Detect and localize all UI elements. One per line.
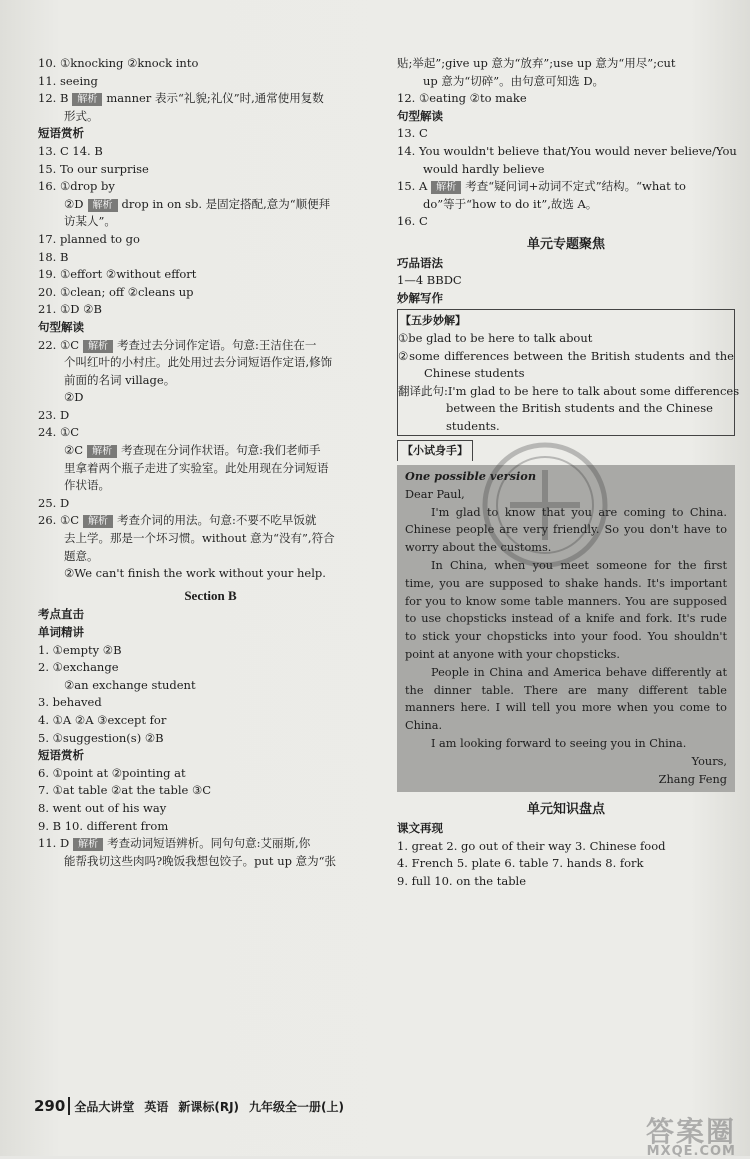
answer-prefix: 22. ①C [38,337,80,352]
site-watermark [616,1110,736,1159]
answer-line [38,642,383,660]
answer-line [38,730,383,748]
answer-text: 20. ①clean; off ②cleans up [38,284,194,299]
answer-line [38,800,383,818]
translate-text: I'm glad to be here to talk about some differences [447,383,740,398]
answer-line: up 意为“切碎”。由句意可知选 D。 [423,73,605,88]
answer-text: 14. You wouldn't believe that/You would never believe/You [397,143,737,158]
answer-line [38,90,383,108]
footer-brand: 全品大讲堂 [74,1100,135,1114]
essay-closing: Yours, [691,754,727,768]
analysis-tag: 解析 [88,199,118,212]
answer-line [38,694,383,712]
left-column [38,55,383,870]
seal-stamp-icon [470,430,620,580]
translate-text: students. [446,418,500,433]
answer-line [38,73,383,91]
answer-line [397,213,735,231]
essay-paragraph: I'm glad to know that you are coming to China. Chinese people are very friendly. So you don't have to worry about the customs. [405,505,727,555]
answer-text: 17. planned to go [38,231,140,246]
essay-signature: Zhang Feng [658,772,727,786]
answer-prefix: ②C [64,443,84,458]
answer-line [397,178,735,196]
answer-line [38,337,383,355]
essay-greeting: Dear Paul, [405,487,465,501]
answer-text: 16. ①drop by [38,179,115,194]
try-heading: 【小试身手】 [397,440,473,461]
answer-line: 去上学。那是一个坏习惯。without 意为“没有”,符合 [64,531,335,546]
analysis-tag: 解析 [83,340,113,353]
answer-line [38,143,383,161]
answer-text: ②D [64,390,84,405]
answer-line [38,765,383,783]
answer-line [38,835,383,853]
analysis-text: 考查“疑问词+动词不定式”结构。“what to [465,179,686,194]
step-line: Chinese students [424,366,525,381]
analysis-text: manner 表示“礼貌;礼仪”时,通常使用复数 [106,91,324,106]
answer-text: 7. ①at table ②at the table ③C [38,783,212,798]
right-answer-list [397,90,735,231]
answer-text: 16. C [397,214,428,229]
answer-text: 13. C [397,126,428,141]
answer-line [38,818,383,836]
answer-line [38,442,383,460]
watermark-sub: MXQE.COM [646,1144,736,1159]
analysis-tag: 解析 [431,181,461,194]
analysis-tag: 解析 [73,838,103,851]
answer-line: 能帮我切这些肉吗?晚饭我想包饺子。put up 意为“张 [64,853,337,868]
page-number: 290 [34,1097,70,1115]
answer-line: 里拿着两个瓶子走进了实验室。此处用现在分词短语 [64,460,329,475]
answer-line [397,90,735,108]
answer-line [38,301,383,319]
five-steps-heading: 【五步妙解】 [400,314,466,328]
grammar-heading: 巧品语法 [397,255,443,270]
footer-subject: 英语 [144,1100,169,1114]
answer-text: 23. D [38,407,70,422]
answer-line: do”等于“how to do it”,故选 A。 [423,196,598,211]
analysis-text: 考查动词短语辨析。同句句意:艾丽斯,你 [107,836,311,851]
writing-heading: 妙解写作 [397,290,443,305]
answer-text: 8. went out of his way [38,800,167,815]
answer-text: 19. ①effort ②without effort [38,267,197,282]
answer-line [397,125,735,143]
analysis-text: 考查现在分词作状语。句意:我们老师手 [121,443,321,458]
answer-line [38,495,383,513]
answer-text: 25. D [38,495,70,510]
answer-line: 形式。 [64,108,99,123]
answer-line: would hardly believe [423,161,545,176]
answer-line [38,178,383,196]
section-heading: 短语赏析 [38,126,84,141]
answer-line [38,424,383,442]
answer-line [38,712,383,730]
section-heading: 短语赏析 [38,748,84,763]
answer-line [38,161,383,179]
essay-paragraph: In China, when you meet someone for the first time, you are supposed to shake hands. It's important for you to know some table manners. You are supposed to use chopsticks instead of a knife and fork. It's rude to stick your chopsticks into your food. You shouldn't point at anyone with your chopsticks. [405,559,727,662]
answer-text: 13. C 14. B [38,143,103,158]
page-footer [34,1097,344,1115]
answer-text: 9. B 10. different from [38,818,169,833]
translate-text: between the British students and the Chinese [446,401,713,416]
analysis-tag: 解析 [83,515,113,528]
section-heading: 考点直击 [38,607,84,622]
grammar-answer: 1—4 BBDC [397,273,462,288]
answer-text: 11. seeing [38,73,98,88]
step-line: ②some differences between the British students and the [398,348,734,363]
analysis-tag: 解析 [87,445,117,458]
answer-line [38,389,383,407]
review-line: 9. full 10. on the table [397,873,527,888]
footer-grade: 九年级全一册(上) [249,1100,345,1114]
answer-prefix: 26. ①C [38,513,80,528]
answer-line [38,677,383,695]
answer-text: 4. ①A ②A ③except for [38,712,167,727]
section-heading: 句型解读 [38,319,84,334]
essay-paragraph: People in China and America behave differently at the dinner table. There are many different table manners here. I will tell you more when you come to China. [405,665,727,733]
answer-line [38,249,383,267]
answer-line: 访某人”。 [64,214,116,229]
answer-prefix: 11. D [38,836,70,851]
watermark-main: 答案圈 [645,1115,736,1148]
section-heading: 单词精讲 [38,625,84,639]
answer-text: 5. ①suggestion(s) ②B [38,730,164,745]
answer-line [38,231,383,249]
answer-line [38,266,383,284]
analysis-text: 考查过去分词作定语。句意:王洁住在一 [117,337,317,352]
answer-line [38,196,383,214]
footer-edition: 新课标(RJ) [178,1100,240,1114]
answer-prefix: ②D [64,196,84,211]
essay-version-label: One possible version [405,469,537,484]
answer-line [38,659,383,677]
answer-line: 题意。 [64,548,99,563]
answer-line [397,143,735,161]
answer-text: 12. ①eating ②to make [397,91,527,106]
answer-line [38,284,383,302]
answer-text: ②We can't finish the work without your help. [64,566,326,581]
answer-text: 10. ①knocking ②knock into [38,56,199,70]
step-line: ①be glad to be here to talk about [398,330,593,345]
review-title: 单元知识盘点 [526,801,605,817]
answer-text: 3. behaved [38,695,102,710]
answer-line [38,407,383,425]
review-heading: 课文再现 [397,821,443,835]
answer-text: 1. ①empty ②B [38,642,122,657]
section-b-title: Section B [184,587,237,603]
answer-line: 前面的名词 village。 [64,372,176,387]
answer-text: 18. B [38,249,69,264]
analysis-tag: 解析 [72,93,102,106]
review-line: 4. French 5. plate 6. table 7. hands 8. fork [397,856,644,871]
analysis-text: 考查介词的用法。句意:不要不吃早饭就 [117,513,317,528]
answer-line [38,512,383,530]
section-heading: 句型解读 [397,108,443,123]
unit-focus-title: 单元专题聚焦 [526,235,605,251]
answer-text: 15. To our surprise [38,161,149,176]
essay-paragraph: I am looking forward to seeing you in China. [431,737,687,751]
answer-text: 21. ①D ②B [38,302,102,317]
answer-text: 6. ①point at ②pointing at [38,765,186,780]
answer-prefix: 12. B [38,91,69,106]
answer-text: 2. ①exchange [38,660,119,675]
answer-text: 24. ①C [38,425,80,440]
answer-line [38,55,383,73]
answer-line: 个叫红叶的小村庄。此处用过去分词短语作定语,修饰 [64,355,333,370]
answer-text: ②an exchange student [64,677,196,692]
five-steps-box [397,309,740,436]
translate-label: 翻译此句: [398,383,448,398]
answer-line: 贴;举起”;give up 意为“放弃”;use up 意为“用尽”;cut [397,56,676,70]
review-line: 1. great 2. go out of their way 3. Chinese food [397,838,666,853]
answer-line: 作状语。 [64,478,110,493]
answer-line [38,782,383,800]
answer-line [38,565,383,583]
analysis-text: drop in on sb. 是固定搭配,意为“顺便拜 [121,196,331,211]
answer-prefix: 15. A [397,179,428,194]
